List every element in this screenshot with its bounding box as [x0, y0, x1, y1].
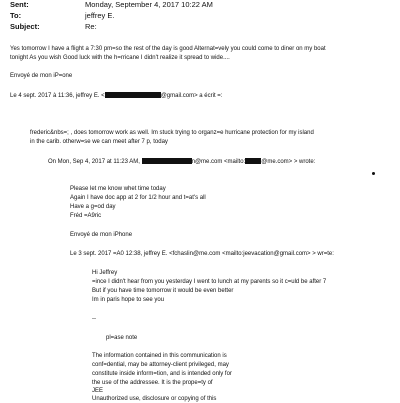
- body-line: Fréd =A9ric: [70, 213, 102, 219]
- subject-value: Re:: [85, 22, 97, 31]
- quote-attribution: Le 4 sept. 2017 à 11:36, jeffrey E. <: [10, 93, 105, 99]
- body-line: Envoyé de mon iP=one: [10, 73, 73, 79]
- body-line: Again I have doc app at 2 for 1/2 hour and t=at's all: [70, 195, 206, 201]
- quote-attribution-mid: n@me.com <mailto:: [191, 159, 246, 165]
- disclaimer-line: Unauthorized use, disclosure or copying of this: [92, 396, 217, 402]
- body-line: Le 3 sept. 2017 =A0 12:38, jeffrey E. <fchaslin@me.com <mailto:jeevacation@gmail.com> > wr=te:: [70, 251, 334, 257]
- redaction-bar: [245, 158, 261, 164]
- signature-separator: --: [92, 316, 96, 322]
- bullet-dot: [372, 172, 375, 175]
- disclaimer-line: conf=dential, may be attorney-client privileged, may: [92, 362, 229, 368]
- disclaimer-line: constitute inside inform=tion, and is intended only for: [92, 371, 232, 377]
- body-line: Envoyé de mon iPhone: [70, 232, 133, 238]
- subject-row: [10, 22, 97, 31]
- body-line: in the carib. otherw=se we can meet after 7 p, today: [30, 139, 168, 145]
- body-line: Yes tomorrow I have a flight a 7:30 pm=so the rest of the day is good Alternat=vely you could come to diner on my boat: [10, 46, 326, 52]
- body-line: tonight As you wish Good luck with the h=rricane I didn't realize it spread to wide....: [10, 55, 230, 61]
- body-line: Please let me know whet time today: [70, 186, 166, 192]
- body-line: [10, 92, 222, 100]
- body-line: Have a g=od day: [70, 204, 116, 210]
- sent-label: Sent:: [10, 0, 29, 9]
- subject-label: Subject:: [10, 22, 40, 31]
- to-value: jeffrey E.: [85, 11, 115, 20]
- quote-attribution: On Mon, Sep 4, 2017 at 11:23 AM,: [48, 159, 140, 165]
- quote-attribution-end: @me.com> > wrote:: [261, 159, 316, 165]
- body-line: Im in paris hope to see you: [92, 297, 165, 303]
- body-line: pl=ase note: [106, 335, 138, 341]
- body-line: But if you have time tomorrow it would be even better: [92, 288, 234, 294]
- sent-value: Monday, September 4, 2017 10:22 AM: [85, 0, 213, 9]
- disclaimer-line: JEE: [92, 388, 104, 394]
- sent-row: [10, 0, 213, 9]
- to-label: To:: [10, 11, 22, 20]
- disclaimer-line: The information contained in this communication is: [92, 353, 227, 359]
- redaction-bar: [142, 158, 192, 164]
- quote-attribution-end: @gmail.com> a écrit =:: [160, 93, 223, 99]
- to-row: [10, 11, 115, 20]
- body-line: =ince I didn't hear from you yesterday I went to lunch at my parents so it c=uld be after 7: [92, 279, 327, 285]
- body-line: [48, 158, 315, 166]
- body-line: Hi Jeffrey: [92, 270, 118, 276]
- body-line: frederic&nbs=; , does tomorrow work as well. Im stuck trying to organz=e hurricane protection for my island: [30, 130, 314, 136]
- disclaimer-line: the use of the addressee. It is the prope=ty of: [92, 380, 213, 386]
- redaction-bar: [105, 92, 161, 98]
